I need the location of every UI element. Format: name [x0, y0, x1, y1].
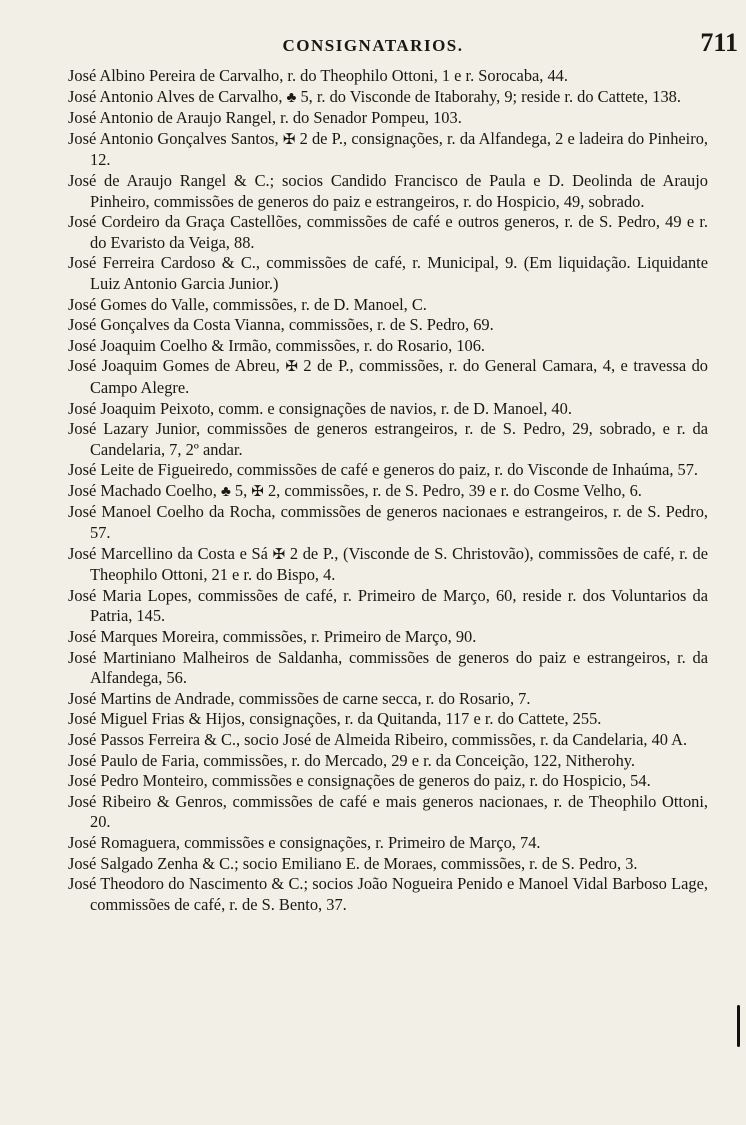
entry-text: José Antonio Gonçalves Santos, — [68, 128, 283, 148]
directory-entry — [68, 108, 708, 129]
directory-entry — [68, 648, 708, 689]
entry-text: 5, r. do Visconde de Itaborahy, 9; reside r. do Cattete, 138. — [296, 86, 681, 106]
entry-text: José Marcellino da Costa e Sá — [68, 543, 273, 563]
entry-text: José Passos Ferreira & C., socio José de Almeida Ribeiro, commissões, r. da Candelaria, 40 A. — [68, 730, 688, 749]
entry-text: José Joaquim Gomes de Abreu, — [68, 356, 286, 376]
entry-text: 2 de P., consignações, r. da Alfandega, 2 e ladeira do Pinheiro, 12. — [90, 128, 708, 170]
entry-text: José Joaquim Peixoto, comm. e consignações de navios, r. de D. Manoel, 40. — [68, 398, 572, 418]
directory-entry — [68, 689, 708, 710]
order-rose-icon: ♣ — [220, 483, 231, 500]
entry-text: José Lazary Junior, commissões de generos estrangeiros, r. de S. Pedro, 29, sobrado, e r. da Candelaria, 7, 2º andar. — [68, 419, 708, 459]
entry-text: José Albino Pereira de Carvalho, r. do Theophilo Ottoni, 1 e r. Sorocaba, 44. — [68, 66, 568, 85]
directory-entry — [68, 833, 708, 854]
entry-text: José Theodoro do Nascimento & C.; socios João Nogueira Penido e Manoel Vidal Barboso Lage, commissões de café, r. de S. Bento, 37. — [68, 874, 708, 914]
entry-text: José Salgado Zenha & C.; socio Emiliano E. de Moraes, commissões, r. de S. Pedro, 3. — [68, 853, 638, 873]
entry-text: José Gomes do Valle, commissões, r. de D. Manoel, C. — [68, 294, 427, 314]
entry-text: José Pedro Monteiro, commissões e consignações de generos do paiz, r. do Hospicio, 54. — [68, 771, 651, 791]
directory-entry — [68, 212, 708, 253]
directory-entry — [68, 66, 708, 87]
directory-entry — [68, 295, 708, 316]
entry-text: José Leite de Figueiredo, commissões de café e generos do paiz, r. do Visconde de Inhaúma, 57. — [68, 460, 699, 480]
order-rose-icon: ♣ — [286, 89, 297, 106]
entry-text: José Martins de Andrade, commissões de carne secca, r. do Rosario, 7. — [68, 688, 531, 708]
directory-entry — [68, 792, 708, 833]
order-cross-icon: ✠ — [282, 131, 296, 148]
entry-text: José Marques Moreira, commissões, r. Primeiro de Março, 90. — [68, 627, 477, 647]
order-cross-icon: ✠ — [285, 359, 298, 376]
entry-text: José Joaquim Coelho & Irmão, commissões, r. do Rosario, 106. — [68, 335, 486, 355]
directory-entry — [68, 854, 708, 875]
entry-text: 2, commissões, r. de S. Pedro, 39 e r. do Cosme Velho, 6. — [263, 480, 642, 500]
entry-text: José Cordeiro da Graça Castellões, commissões de café e outros generos, r. de S. Pedro, 49 e r. do Evaristo da Veiga, 88. — [68, 212, 708, 252]
entry-text: José Antonio Alves de Carvalho, — [68, 86, 287, 106]
entry-text: José Antonio de Araujo Rangel, r. do Senador Pompeu, 103. — [68, 108, 462, 128]
directory-entry — [68, 730, 708, 751]
directory-entry — [68, 129, 708, 171]
entry-text: José Ribeiro & Genros, commissões de café e mais generos nacionaes, r. de Theophilo Ottoni, 20. — [68, 791, 708, 832]
entry-text: José Ferreira Cardoso & C., commissões de café, r. Municipal, 9. (Em liquidação. Liquidante Luiz Antonio Garcia Junior.) — [68, 253, 708, 293]
directory-entry — [68, 356, 708, 398]
directory-entry — [68, 544, 708, 586]
directory-entry — [68, 399, 708, 420]
directory-entry — [68, 419, 708, 460]
entry-text: José Machado Coelho, — [68, 480, 221, 500]
page-number: 711 — [700, 28, 738, 57]
entry-text: José Miguel Frias & Hijos, consignações, r. da Quitanda, 117 e r. do Cattete, 255. — [68, 709, 602, 729]
order-cross-icon: ✠ — [272, 546, 286, 563]
entry-text: José Gonçalves da Costa Vianna, commissões, r. de S. Pedro, 69. — [68, 315, 494, 335]
entry-text: 5, — [230, 480, 252, 500]
directory-entry — [68, 751, 708, 772]
directory-entry — [68, 87, 708, 109]
entry-text: José Paulo de Faria, commissões, r. do Mercado, 29 e r. da Conceição, 122, Nitherohy. — [68, 750, 636, 770]
entry-text: José Maria Lopes, commissões de café, r. Primeiro de Março, 60, reside r. dos Voluntarios da Patria, 145. — [68, 585, 708, 626]
page-title: CONSIGNATARIOS. — [282, 36, 464, 55]
directory-entry — [68, 771, 708, 792]
entry-text: José Romaguera, commissões e consignações, r. Primeiro de Março, 74. — [68, 832, 541, 852]
entry-text: José Manoel Coelho da Rocha, commissões de generos nacionaes e estrangeiros, r. de S. Pedro, 57. — [68, 502, 708, 543]
directory-entry — [68, 171, 708, 212]
directory-entry — [68, 874, 708, 915]
entry-text: José de Araujo Rangel & C.; socios Candido Francisco de Paula e D. Deolinda de Araujo Pinheiro, commissões de generos do paiz e estrangeiros, r. do Hospicio, 49, sobrado. — [68, 170, 708, 211]
entry-text: José Martiniano Malheiros de Saldanha, commissões de generos do paiz e estrangeiros, r. da Alfandega, 56. — [68, 647, 708, 688]
directory-entry — [68, 481, 708, 503]
order-cross-icon: ✠ — [251, 483, 264, 500]
page-header — [0, 28, 746, 62]
directory-entry — [68, 502, 708, 543]
entry-text: 2 de P., (Visconde de S. Christovão), commissões de café, r. de Theophilo Ottoni, 21 e r. do Bispo, 4. — [90, 543, 708, 585]
page-edge-mark — [737, 1005, 740, 1047]
directory-entry — [68, 627, 708, 648]
directory-entry — [68, 336, 708, 357]
directory-entry — [68, 709, 708, 730]
directory-entry — [68, 253, 708, 294]
entry-text: 2 de P., commissões, r. do General Camara, 4, e travessa do Campo Alegre. — [90, 356, 708, 397]
directory-entry — [68, 586, 708, 627]
directory-entry — [68, 460, 708, 481]
entry-list — [68, 66, 708, 915]
directory-entry — [68, 315, 708, 336]
